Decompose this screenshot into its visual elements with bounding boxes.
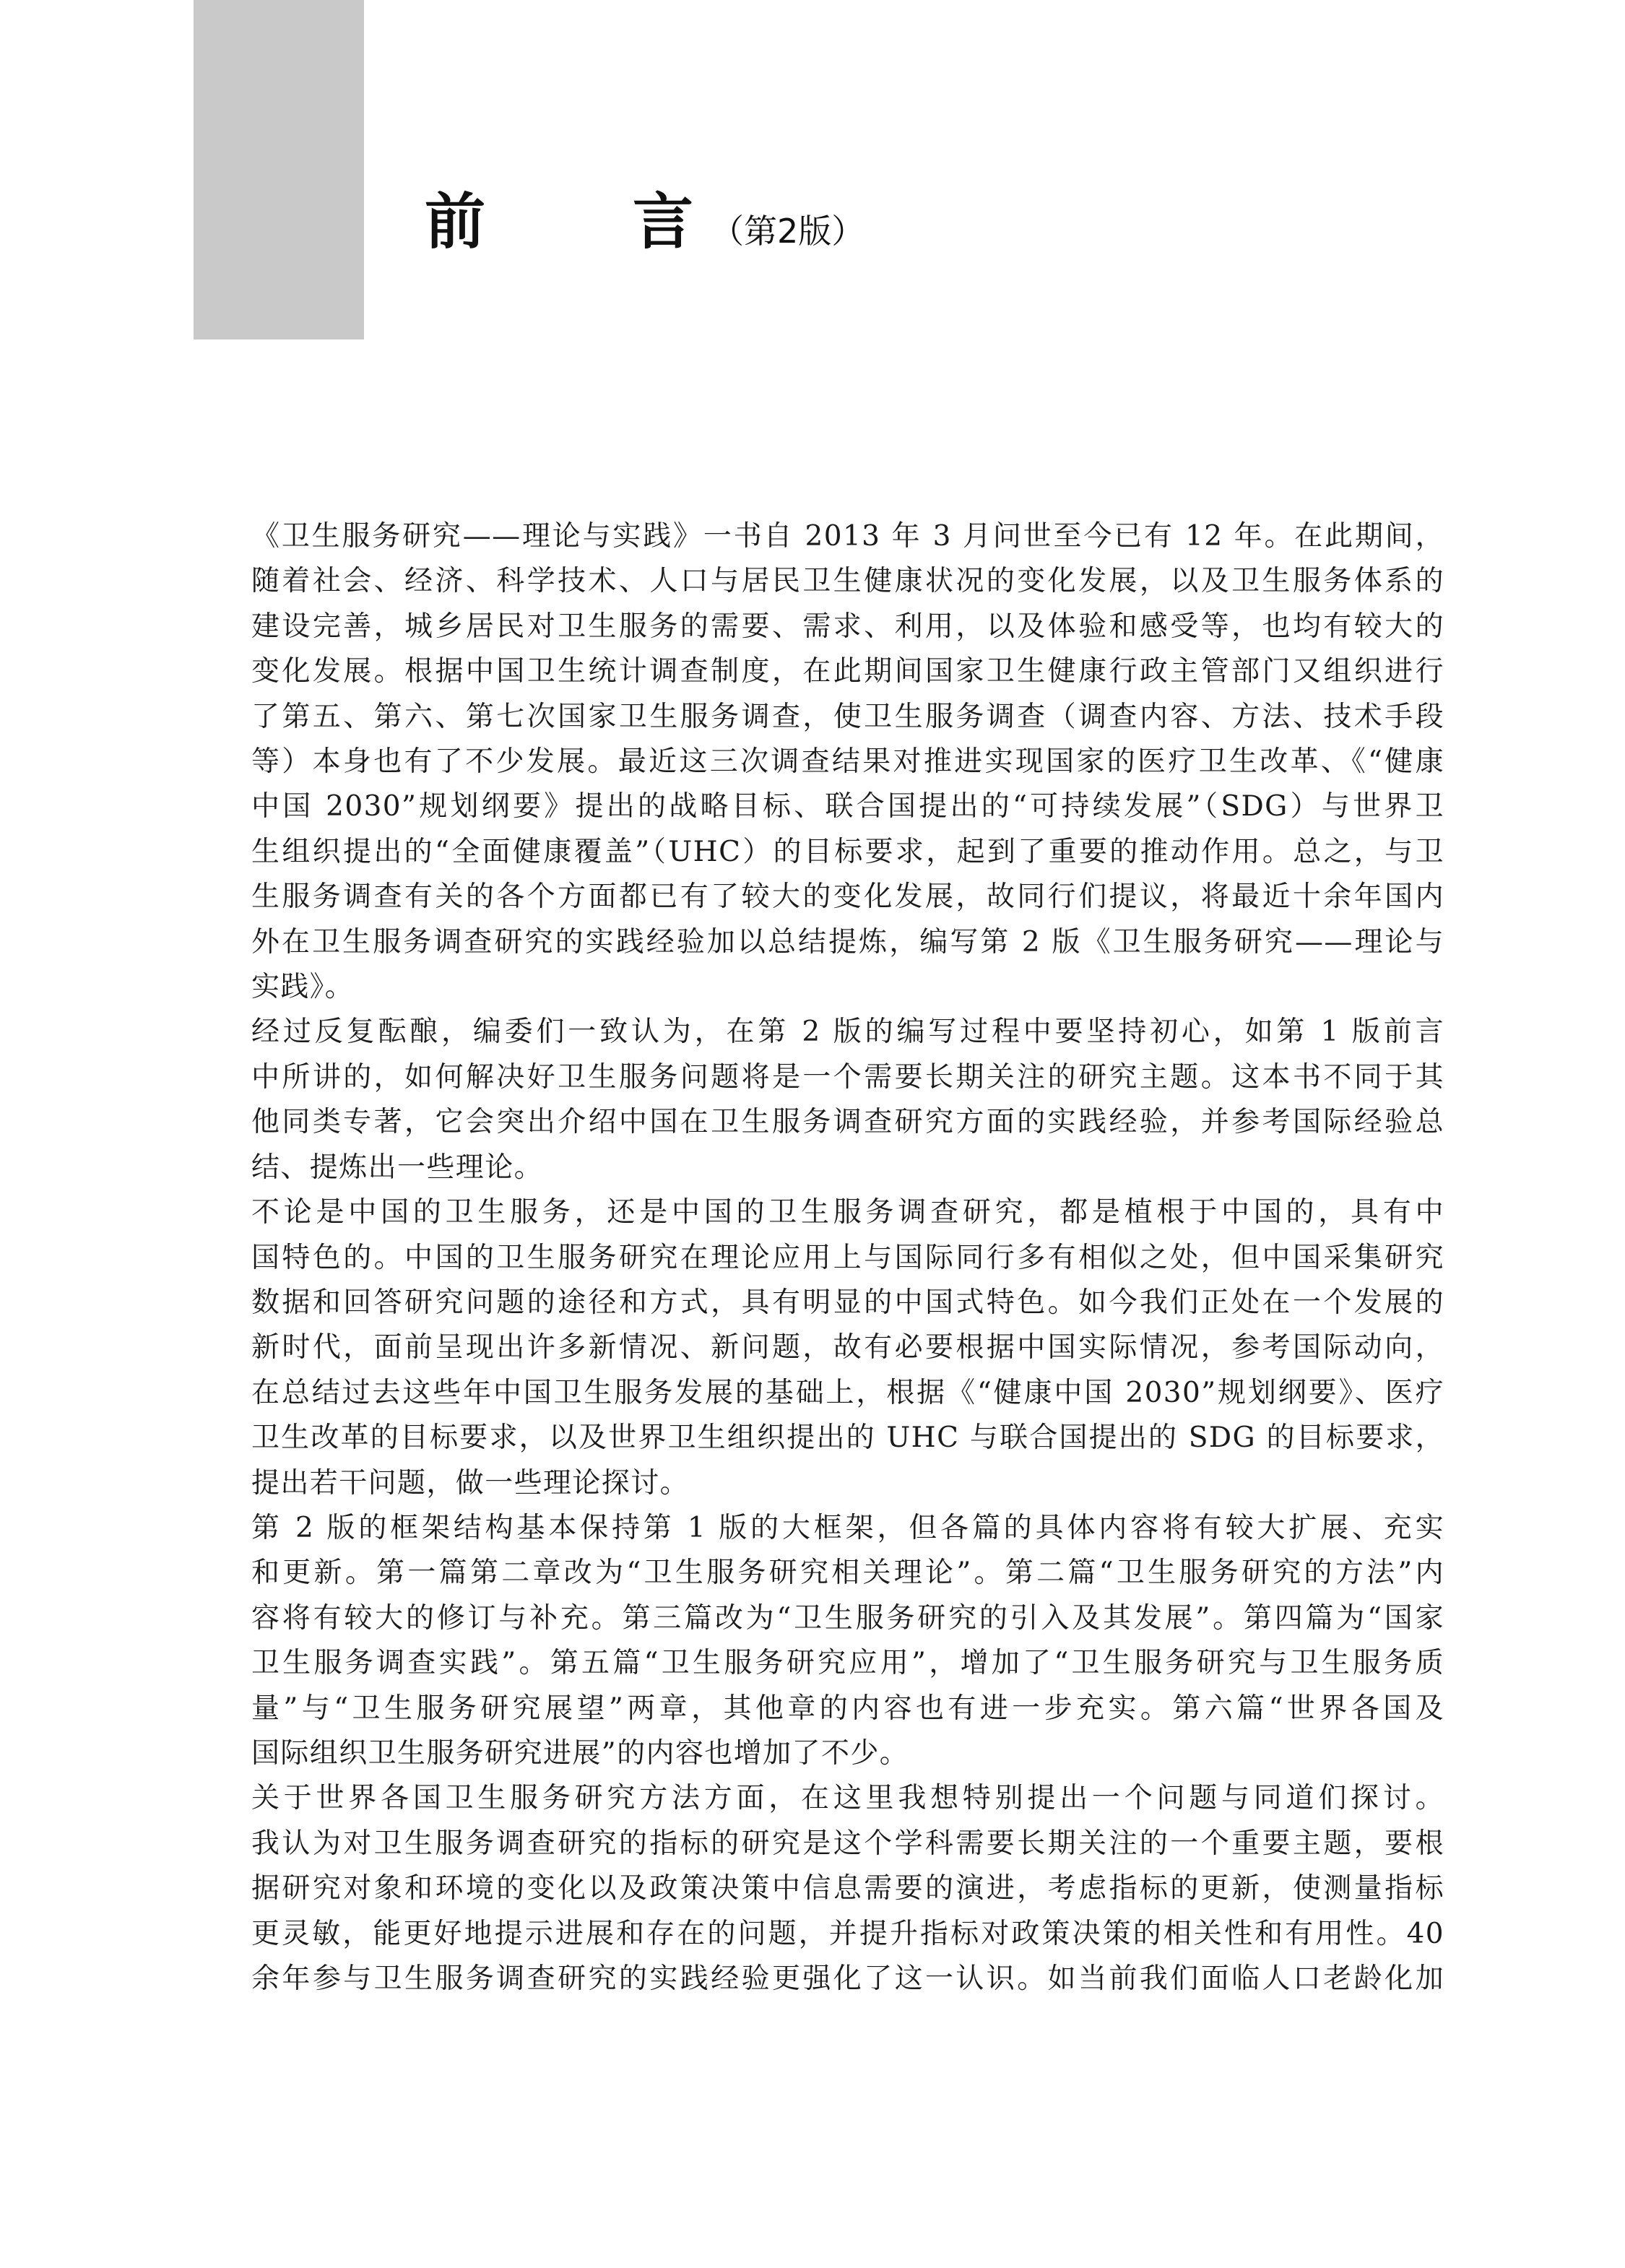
text-line: 经过反复酝酿，编委们一致认为，在第 2 版的编写过程中要坚持初心，如第 1 版前言 xyxy=(251,1016,1444,1049)
text-line: 第 2 版的框架结构基本保持第 1 版的大框架，但各篇的具体内容将有较大扩展、充实 xyxy=(251,1511,1444,1544)
text-line: 不论是中国的卫生服务，还是中国的卫生服务调查研究，都是植根于中国的，具有中 xyxy=(251,1196,1444,1229)
text-line: 等）本身也有了不少发展。最近这三次调查结果对推进实现国家的医疗卫生改革、《“健康 xyxy=(251,745,1444,779)
text-line: 量”与“卫生服务研究展望”两章，其他章的内容也有进一步充实。第六篇“世界各国及 xyxy=(251,1692,1444,1725)
text-line: 外在卫生服务调查研究的实践经验加以总结提炼，编写第 2 版《卫生服务研究——理论与 xyxy=(251,925,1444,958)
text-line: 提出若干问题，做一些理论探讨。 xyxy=(251,1466,690,1499)
text-line: 容将有较大的修订与补充。第三篇改为“卫生服务研究的引入及其发展”。第四篇为“国家 xyxy=(251,1601,1444,1635)
paragraph-5 xyxy=(195,1776,1444,2001)
text-line: 和更新。第一篇第二章改为“卫生服务研究相关理论”。第二篇“卫生服务研究的方法”内 xyxy=(251,1557,1444,1590)
text-line: 他同类专著，它会突出介绍中国在卫生服务调查研究方面的实践经验，并参考国际经验总 xyxy=(251,1106,1444,1139)
text-line: 关于世界各国卫生服务研究方法方面，在这里我想特别提出一个问题与同道们探讨。 xyxy=(251,1782,1444,1815)
text-line: 随着社会、经济、科学技术、人口与居民卫生健康状况的变化发展，以及卫生服务体系的 xyxy=(251,565,1444,598)
text-line: 变化发展。根据中国卫生统计调查制度，在此期间国家卫生健康行政主管部门又组织进行 xyxy=(251,655,1444,688)
text-line: 我认为对卫生服务调查研究的指标的研究是这个学科需要长期关注的一个重要主题，要根 xyxy=(251,1827,1444,1860)
text-line: 更灵敏，能更好地提示进展和存在的问题，并提升指标对政策决策的相关性和有用性。40 xyxy=(251,1917,1444,1950)
text-line: 国际组织卫生服务研究进展”的内容也增加了不少。 xyxy=(251,1736,909,1770)
text-line: 建设完善，城乡居民对卫生服务的需要、需求、利用，以及体验和感受等，也均有较大的 xyxy=(251,610,1444,643)
page-title: 前 言 xyxy=(425,186,737,257)
edition-label: （第2版） xyxy=(711,212,865,251)
preface-body xyxy=(195,514,1444,2001)
text-line: 在总结过去这些年中国卫生服务发展的基础上，根据《“健康中国 2030”规划纲要》、医疗 xyxy=(251,1376,1444,1409)
paragraph-2 xyxy=(195,1010,1444,1190)
text-line: 中所讲的，如何解决好卫生服务问题将是一个需要长期关注的研究主题。这本书不同于其 xyxy=(251,1060,1444,1094)
text-line: 据研究对象和环境的变化以及政策决策中信息需要的演进，考虑指标的更新，使测量指标 xyxy=(251,1872,1444,1905)
text-line: 生组织提出的“全面健康覆盖”（UHC）的目标要求，起到了重要的推动作用。总之，与卫 xyxy=(251,835,1444,868)
text-line: 余年参与卫生服务调查研究的实践经验更强化了这一认识。如当前我们面临人口老龄化加 xyxy=(251,1962,1444,1995)
text-line: 生服务调查有关的各个方面都已有了较大的变化发展，故同行们提议，将最近十余年国内 xyxy=(251,880,1444,914)
text-line: 《卫生服务研究——理论与实践》一书自 2013 年 3 月问世至今已有 12 年。在此期间， xyxy=(251,520,1444,553)
paragraph-4 xyxy=(195,1506,1444,1776)
paragraph-3 xyxy=(195,1190,1444,1506)
decorative-gray-block xyxy=(194,0,364,339)
text-line: 数据和回答研究问题的途径和方式，具有明显的中国式特色。如今我们正处在一个发展的 xyxy=(251,1286,1444,1319)
paragraph-1 xyxy=(195,514,1444,1010)
text-line: 国特色的。中国的卫生服务研究在理论应用上与国际同行多有相似之处，但中国采集研究 xyxy=(251,1241,1444,1274)
text-line: 了第五、第六、第七次国家卫生服务调查，使卫生服务调查（调查内容、方法、技术手段 xyxy=(251,700,1444,733)
text-line: 实践》。 xyxy=(251,971,355,1004)
page-heading xyxy=(425,173,864,261)
text-line: 中国 2030”规划纲要》提出的战略目标、联合国提出的“可持续发展”（SDG）与世界卫 xyxy=(251,790,1444,823)
text-line: 结、提炼出一些理论。 xyxy=(251,1151,544,1184)
text-line: 卫生改革的目标要求，以及世界卫生组织提出的 UHC 与联合国提出的 SDG 的目标要求， xyxy=(251,1421,1444,1455)
text-line: 卫生服务调查实践”。第五篇“卫生服务研究应用”，增加了“卫生服务研究与卫生服务质 xyxy=(251,1647,1444,1680)
text-line: 新时代，面前呈现出许多新情况、新问题，故有必要根据中国实际情况，参考国际动向， xyxy=(251,1331,1444,1364)
